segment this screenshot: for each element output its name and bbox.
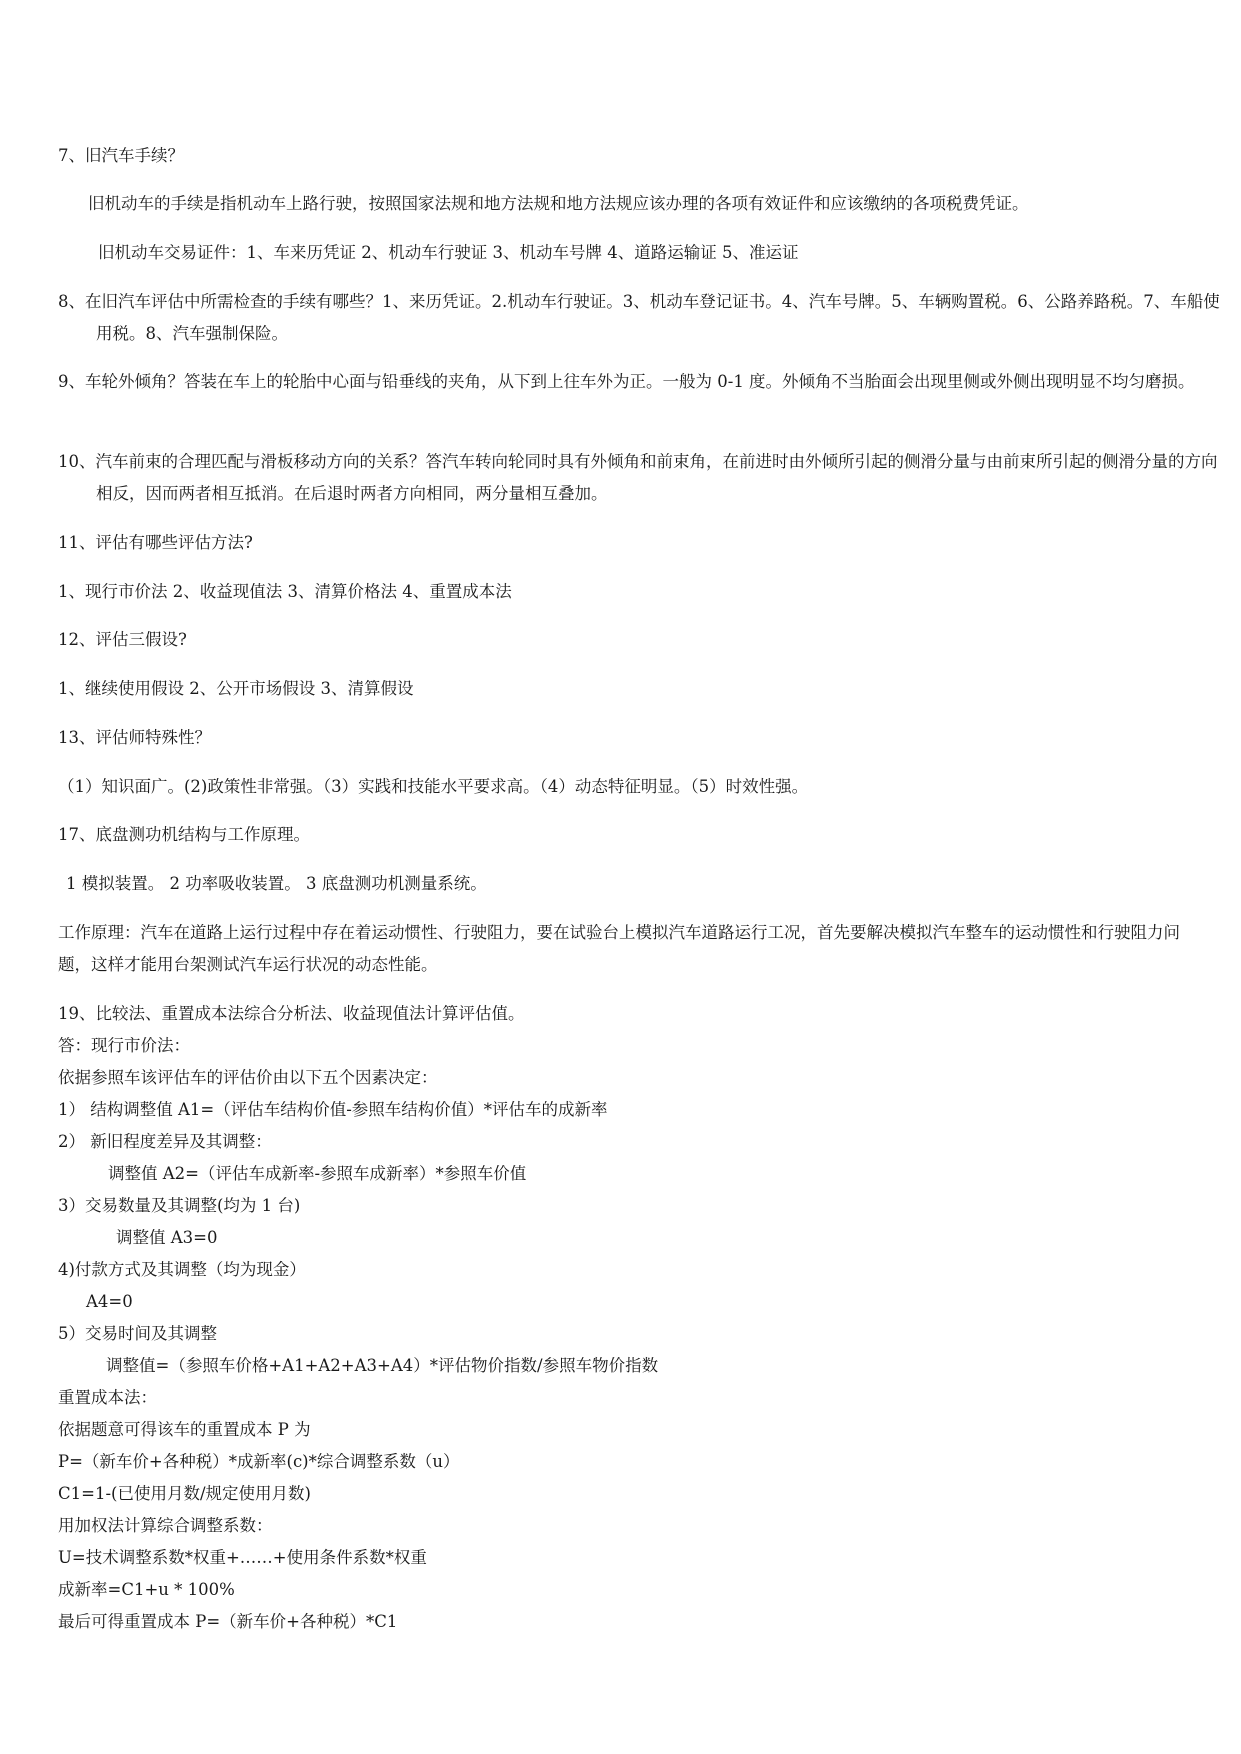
q19-line: 成新率=C1+u * 100% [58, 1580, 235, 1599]
q19-line: P=（新车价+各种税）*成新率(c)*综合调整系数（u） [58, 1452, 460, 1471]
q10-paragraph: 10、汽车前束的合理匹配与滑板移动方向的关系？答汽车转向轮同时具有外倾角和前束角，在前进时由外倾所引起的侧滑分量与由前束所引起的侧滑分量的方向相反，因而两者相互抵消。在后退时两者方向相同，两分量相互叠加。 [58, 452, 1218, 503]
q7-paragraph-1: 旧机动车的手续是指机动车上路行驶，按照国家法规和地方法规和地方法规应该办理的各项有效证件和应该缴纳的各项税费凭证。 [88, 194, 1029, 213]
q19-line: A4=0 [86, 1292, 133, 1311]
q19-title: 19、比较法、重置成本法综合分析法、收益现值法计算评估值。 [58, 1004, 525, 1023]
q19-line: U=技术调整系数*权重+……+使用条件系数*权重 [58, 1548, 427, 1567]
q12-answer: 1、继续使用假设 2、公开市场假设 3、清算假设 [58, 679, 414, 698]
q19-line: 依据参照车该评估车的评估价由以下五个因素决定： [58, 1068, 438, 1087]
q17-answer: 1 模拟装置。 2 功率吸收装置。 3 底盘测功机测量系统。 [66, 874, 487, 893]
q19-line: 依据题意可得该车的重置成本 P 为 [58, 1420, 311, 1439]
q7-paragraph-2: 旧机动车交易证件：1、车来历凭证 2、机动车行驶证 3、机动车号牌 4、道路运输证 5、准运证 [98, 243, 799, 262]
q19-line: 5）交易时间及其调整 [58, 1324, 217, 1343]
q19-line: 答：现行市价法： [58, 1036, 190, 1055]
q19-line: 重置成本法： [58, 1388, 157, 1407]
q17-principle: 工作原理：汽车在道路上运行过程中存在着运动惯性、行驶阻力，要在试验台上模拟汽车道路运行工况，首先要解决模拟汽车整车的运动惯性和行驶阻力问题，这样才能用台架测试汽车运行状况的动态性能。 [58, 923, 1180, 974]
q13-title: 13、评估师特殊性？ [58, 728, 211, 747]
q8-paragraph: 8、在旧汽车评估中所需检查的手续有哪些？1、来历凭证。2.机动车行驶证。3、机动车登记证书。4、汽车号牌。5、车辆购置税。6、公路养路税。7、车船使用税。8、汽车强制保险。 [58, 292, 1220, 343]
q12-title: 12、评估三假设? [58, 630, 187, 649]
q19-line: 3）交易数量及其调整(均为 1 台) [58, 1196, 301, 1215]
q11-title: 11、评估有哪些评估方法? [58, 533, 253, 552]
q13-answer: （1）知识面广。(2)政策性非常强。（3）实践和技能水平要求高。（4）动态特征明显。（5）时效性强。 [58, 777, 809, 796]
q19-line: 调整值 A2=（评估车成新率-参照车成新率）*参照车价值 [108, 1164, 527, 1183]
q9-paragraph: 9、车轮外倾角？答装在车上的轮胎中心面与铅垂线的夹角，从下到上往车外为正。一般为 0-1 度。外倾角不当胎面会出现里侧或外侧出现明显不均匀磨损。 [58, 372, 1195, 391]
q11-answer: 1、现行市价法 2、收益现值法 3、清算价格法 4、重置成本法 [58, 582, 512, 601]
q19-line: 调整值=（参照车价格+A1+A2+A3+A4）*评估物价指数/参照车物价指数 [106, 1356, 659, 1375]
q19-line: 用加权法计算综合调整系数： [58, 1516, 273, 1535]
q19-line: C1=1-(已使用月数/规定使用月数) [58, 1484, 311, 1503]
q19-line: 最后可得重置成本 P=（新车价+各种税）*C1 [58, 1612, 398, 1631]
q17-title: 17、底盘测功机结构与工作原理。 [58, 825, 310, 844]
q19-line: 2） 新旧程度差异及其调整： [58, 1132, 272, 1151]
q19-line: 调整值 A3=0 [116, 1228, 218, 1247]
q19-line: 1） 结构调整值 A1=（评估车结构价值-参照车结构价值）*评估车的成新率 [58, 1100, 608, 1119]
q7-title: 7、旧汽车手续？ [58, 146, 184, 165]
q19-line: 4)付款方式及其调整（均为现金） [58, 1260, 306, 1279]
